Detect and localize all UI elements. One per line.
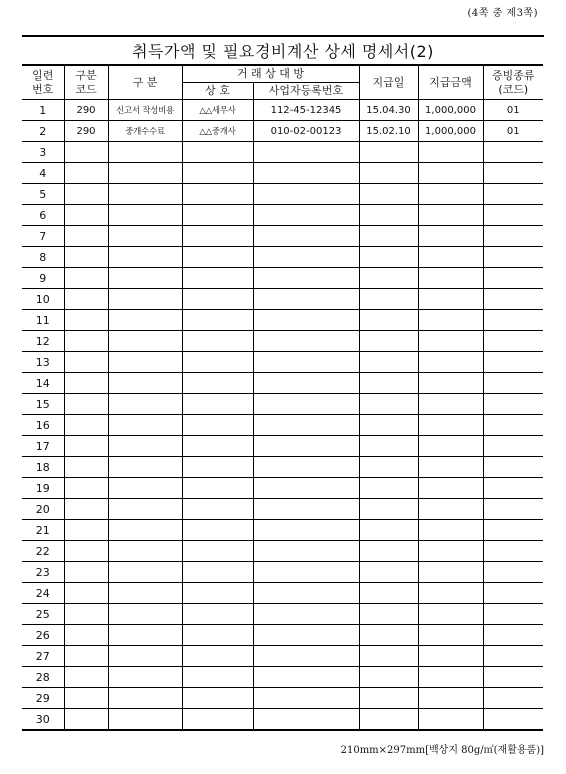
cell-proof-type[interactable] <box>483 478 543 499</box>
cell-trade-name[interactable] <box>182 163 253 184</box>
cell-category[interactable] <box>108 247 182 268</box>
cell-row-number: 22 <box>22 541 64 562</box>
cell-type-code[interactable] <box>64 709 108 731</box>
table-row <box>22 436 543 457</box>
cell-business-reg-number[interactable] <box>253 478 359 499</box>
cell-type-code[interactable]: 290 <box>64 121 108 142</box>
cell-payment-date[interactable] <box>359 310 418 331</box>
header-trade-name: 상 호 <box>182 83 253 100</box>
cell-business-reg-number[interactable] <box>253 604 359 625</box>
cell-row-number: 26 <box>22 625 64 646</box>
cell-proof-type[interactable] <box>483 709 543 731</box>
cell-category[interactable]: 중개수수료 <box>108 121 182 142</box>
cell-trade-name[interactable] <box>182 184 253 205</box>
form-title: 취득가액 및 필요경비계산 상세 명세서(2) <box>132 42 434 61</box>
cell-payment-amount[interactable] <box>418 247 483 268</box>
cell-category[interactable] <box>108 184 182 205</box>
cell-payment-amount[interactable] <box>418 478 483 499</box>
cell-payment-date[interactable] <box>359 331 418 352</box>
cell-category[interactable] <box>108 436 182 457</box>
cell-type-code[interactable] <box>64 289 108 310</box>
cell-category[interactable] <box>108 205 182 226</box>
cell-proof-type[interactable] <box>483 310 543 331</box>
cell-category[interactable] <box>108 667 182 688</box>
cell-type-code[interactable]: 290 <box>64 100 108 121</box>
cell-row-number: 7 <box>22 226 64 247</box>
cell-trade-name[interactable]: △△세무사 <box>182 100 253 121</box>
header-payment-amount: 지급금액 <box>418 65 483 100</box>
cell-type-code[interactable] <box>64 247 108 268</box>
cell-payment-amount[interactable] <box>418 142 483 163</box>
cell-payment-amount[interactable] <box>418 709 483 731</box>
cell-proof-type[interactable] <box>483 583 543 604</box>
cell-proof-type[interactable] <box>483 289 543 310</box>
cell-payment-amount[interactable] <box>418 667 483 688</box>
cell-proof-type[interactable] <box>483 415 543 436</box>
cell-proof-type[interactable] <box>483 394 543 415</box>
cell-row-number: 28 <box>22 667 64 688</box>
cell-payment-date[interactable] <box>359 436 418 457</box>
cell-payment-date[interactable] <box>359 646 418 667</box>
table-row <box>22 604 543 625</box>
cell-row-number: 20 <box>22 499 64 520</box>
cell-row-number: 4 <box>22 163 64 184</box>
header-payment-date: 지급일 <box>359 65 418 100</box>
cell-trade-name[interactable] <box>182 310 253 331</box>
cell-payment-date[interactable] <box>359 163 418 184</box>
cell-trade-name[interactable] <box>182 226 253 247</box>
cell-trade-name[interactable] <box>182 478 253 499</box>
cell-payment-date[interactable] <box>359 142 418 163</box>
cell-trade-name[interactable] <box>182 394 253 415</box>
cell-payment-amount[interactable] <box>418 583 483 604</box>
cell-business-reg-number[interactable] <box>253 688 359 709</box>
cell-trade-name[interactable] <box>182 247 253 268</box>
cell-row-number: 9 <box>22 268 64 289</box>
cell-payment-amount[interactable] <box>418 499 483 520</box>
cell-type-code[interactable] <box>64 436 108 457</box>
cell-proof-type[interactable] <box>483 688 543 709</box>
table-row <box>22 142 543 163</box>
cell-type-code[interactable] <box>64 226 108 247</box>
cell-type-code[interactable] <box>64 310 108 331</box>
cell-business-reg-number[interactable] <box>253 268 359 289</box>
table-row <box>22 310 543 331</box>
cell-business-reg-number[interactable] <box>253 142 359 163</box>
cell-row-number: 11 <box>22 310 64 331</box>
table-row <box>22 247 543 268</box>
cell-type-code[interactable] <box>64 205 108 226</box>
cell-trade-name[interactable] <box>182 436 253 457</box>
cell-category[interactable] <box>108 562 182 583</box>
cell-type-code[interactable] <box>64 499 108 520</box>
cell-proof-type[interactable] <box>483 520 543 541</box>
cell-type-code[interactable] <box>64 457 108 478</box>
cell-row-number: 24 <box>22 583 64 604</box>
cell-business-reg-number[interactable] <box>253 310 359 331</box>
cell-payment-date[interactable] <box>359 583 418 604</box>
cell-payment-date[interactable] <box>359 562 418 583</box>
cell-trade-name[interactable] <box>182 142 253 163</box>
cell-row-number: 18 <box>22 457 64 478</box>
cell-payment-date[interactable] <box>359 247 418 268</box>
cell-payment-date[interactable] <box>359 226 418 247</box>
cell-type-code[interactable] <box>64 583 108 604</box>
cell-payment-amount[interactable] <box>418 310 483 331</box>
cell-business-reg-number[interactable] <box>253 541 359 562</box>
cell-type-code[interactable] <box>64 352 108 373</box>
cell-business-reg-number[interactable] <box>253 289 359 310</box>
cell-row-number: 23 <box>22 562 64 583</box>
cell-business-reg-number[interactable]: 010-02-00123 <box>253 121 359 142</box>
cell-payment-date[interactable] <box>359 394 418 415</box>
cell-trade-name[interactable] <box>182 331 253 352</box>
cell-payment-amount[interactable] <box>418 436 483 457</box>
cell-row-number: 16 <box>22 415 64 436</box>
cell-trade-name[interactable] <box>182 205 253 226</box>
cell-row-number: 1 <box>22 100 64 121</box>
cell-payment-amount[interactable]: 1,000,000 <box>418 100 483 121</box>
cell-row-number: 27 <box>22 646 64 667</box>
cell-payment-amount[interactable] <box>418 688 483 709</box>
paper-spec: 210mm×297mm[백상지 80g/㎡(재활용품)] <box>340 745 544 756</box>
cell-category[interactable] <box>108 499 182 520</box>
cell-proof-type[interactable] <box>483 457 543 478</box>
cell-business-reg-number[interactable] <box>253 562 359 583</box>
table-row <box>22 667 543 688</box>
cell-proof-type[interactable] <box>483 373 543 394</box>
cell-payment-amount[interactable] <box>418 226 483 247</box>
cell-business-reg-number[interactable] <box>253 247 359 268</box>
table-row <box>22 583 543 604</box>
cell-business-reg-number[interactable] <box>253 184 359 205</box>
cell-business-reg-number[interactable] <box>253 520 359 541</box>
cell-payment-amount[interactable] <box>418 541 483 562</box>
cell-proof-type[interactable] <box>483 205 543 226</box>
cell-category[interactable] <box>108 709 182 731</box>
cell-payment-date[interactable] <box>359 688 418 709</box>
cell-trade-name[interactable] <box>182 289 253 310</box>
cell-row-number: 30 <box>22 709 64 731</box>
cell-trade-name[interactable] <box>182 499 253 520</box>
cell-payment-amount[interactable] <box>418 625 483 646</box>
table-row <box>22 100 543 121</box>
table-row <box>22 163 543 184</box>
cell-row-number: 12 <box>22 331 64 352</box>
cell-payment-amount[interactable] <box>418 184 483 205</box>
cell-payment-amount[interactable] <box>418 457 483 478</box>
cell-category[interactable] <box>108 583 182 604</box>
cell-business-reg-number[interactable]: 112-45-12345 <box>253 100 359 121</box>
cell-business-reg-number[interactable] <box>253 205 359 226</box>
cell-trade-name[interactable] <box>182 625 253 646</box>
cell-category[interactable]: 신고서 작성비용 <box>108 100 182 121</box>
cell-type-code[interactable] <box>64 415 108 436</box>
table-row <box>22 688 543 709</box>
cell-category[interactable] <box>108 457 182 478</box>
cell-row-number: 17 <box>22 436 64 457</box>
table-row <box>22 352 543 373</box>
cell-payment-date[interactable] <box>359 667 418 688</box>
cell-proof-type[interactable]: 01 <box>483 121 543 142</box>
cell-payment-amount[interactable]: 1,000,000 <box>418 121 483 142</box>
table-row <box>22 709 543 731</box>
cell-proof-type[interactable] <box>483 184 543 205</box>
cell-type-code[interactable] <box>64 667 108 688</box>
cell-type-code[interactable] <box>64 394 108 415</box>
cell-category[interactable] <box>108 520 182 541</box>
expense-detail-table <box>22 64 543 731</box>
cell-payment-date[interactable] <box>359 289 418 310</box>
cell-business-reg-number[interactable] <box>253 667 359 688</box>
cell-business-reg-number[interactable] <box>253 709 359 731</box>
cell-row-number: 21 <box>22 520 64 541</box>
cell-payment-amount[interactable] <box>418 163 483 184</box>
cell-business-reg-number[interactable] <box>253 499 359 520</box>
cell-payment-amount[interactable] <box>418 415 483 436</box>
cell-proof-type[interactable] <box>483 541 543 562</box>
header-category: 구 분 <box>108 65 182 100</box>
cell-payment-date[interactable] <box>359 184 418 205</box>
cell-trade-name[interactable]: △△중개사 <box>182 121 253 142</box>
cell-payment-amount[interactable] <box>418 604 483 625</box>
cell-trade-name[interactable] <box>182 583 253 604</box>
cell-type-code[interactable] <box>64 373 108 394</box>
cell-trade-name[interactable] <box>182 562 253 583</box>
table-row <box>22 499 543 520</box>
cell-trade-name[interactable] <box>182 667 253 688</box>
cell-payment-date[interactable]: 15.04.30 <box>359 100 418 121</box>
table-row <box>22 457 543 478</box>
header-row-number: 일련 번호 <box>22 65 64 100</box>
cell-business-reg-number[interactable] <box>253 436 359 457</box>
cell-proof-type[interactable] <box>483 142 543 163</box>
table-row <box>22 520 543 541</box>
cell-proof-type[interactable] <box>483 562 543 583</box>
cell-proof-type[interactable] <box>483 646 543 667</box>
table-row <box>22 478 543 499</box>
cell-row-number: 8 <box>22 247 64 268</box>
cell-category[interactable] <box>108 163 182 184</box>
cell-trade-name[interactable] <box>182 520 253 541</box>
cell-category[interactable] <box>108 478 182 499</box>
cell-type-code[interactable] <box>64 331 108 352</box>
cell-type-code[interactable] <box>64 562 108 583</box>
cell-category[interactable] <box>108 226 182 247</box>
cell-payment-date[interactable] <box>359 520 418 541</box>
cell-type-code[interactable] <box>64 478 108 499</box>
cell-row-number: 6 <box>22 205 64 226</box>
cell-type-code[interactable] <box>64 541 108 562</box>
cell-business-reg-number[interactable] <box>253 646 359 667</box>
cell-proof-type[interactable] <box>483 625 543 646</box>
cell-business-reg-number[interactable] <box>253 226 359 247</box>
cell-row-number: 13 <box>22 352 64 373</box>
table-row <box>22 331 543 352</box>
cell-payment-date[interactable] <box>359 478 418 499</box>
cell-payment-amount[interactable] <box>418 394 483 415</box>
cell-category[interactable] <box>108 331 182 352</box>
cell-category[interactable] <box>108 310 182 331</box>
table-row <box>22 268 543 289</box>
cell-type-code[interactable] <box>64 184 108 205</box>
cell-payment-amount[interactable] <box>418 331 483 352</box>
cell-row-number: 14 <box>22 373 64 394</box>
cell-category[interactable] <box>108 415 182 436</box>
cell-business-reg-number[interactable] <box>253 163 359 184</box>
header-business-reg-number: 사업자등록번호 <box>253 83 359 100</box>
cell-category[interactable] <box>108 352 182 373</box>
cell-category[interactable] <box>108 394 182 415</box>
cell-type-code[interactable] <box>64 163 108 184</box>
cell-business-reg-number[interactable] <box>253 352 359 373</box>
cell-business-reg-number[interactable] <box>253 373 359 394</box>
table-row <box>22 184 543 205</box>
table-row <box>22 646 543 667</box>
cell-payment-date[interactable] <box>359 457 418 478</box>
cell-category[interactable] <box>108 688 182 709</box>
table-body <box>22 100 543 731</box>
cell-category[interactable] <box>108 646 182 667</box>
page-reference: (4쪽 중 제3쪽) <box>467 8 538 19</box>
cell-trade-name[interactable] <box>182 457 253 478</box>
cell-business-reg-number[interactable] <box>253 331 359 352</box>
cell-trade-name[interactable] <box>182 604 253 625</box>
cell-category[interactable] <box>108 142 182 163</box>
table-row <box>22 289 543 310</box>
cell-type-code[interactable] <box>64 268 108 289</box>
cell-payment-amount[interactable] <box>418 352 483 373</box>
table-row <box>22 625 543 646</box>
cell-type-code[interactable] <box>64 604 108 625</box>
top-rule <box>22 35 544 37</box>
cell-category[interactable] <box>108 289 182 310</box>
cell-payment-date[interactable] <box>359 541 418 562</box>
header-type-code: 구분 코드 <box>64 65 108 100</box>
cell-category[interactable] <box>108 541 182 562</box>
cell-trade-name[interactable] <box>182 352 253 373</box>
cell-type-code[interactable] <box>64 688 108 709</box>
cell-trade-name[interactable] <box>182 541 253 562</box>
cell-proof-type[interactable] <box>483 247 543 268</box>
cell-payment-date[interactable] <box>359 352 418 373</box>
cell-payment-date[interactable]: 15.02.10 <box>359 121 418 142</box>
cell-payment-amount[interactable] <box>418 373 483 394</box>
cell-payment-amount[interactable] <box>418 520 483 541</box>
cell-row-number: 15 <box>22 394 64 415</box>
cell-payment-amount[interactable] <box>418 289 483 310</box>
table-row <box>22 562 543 583</box>
cell-type-code[interactable] <box>64 646 108 667</box>
cell-trade-name[interactable] <box>182 415 253 436</box>
cell-category[interactable] <box>108 373 182 394</box>
cell-row-number: 25 <box>22 604 64 625</box>
cell-payment-amount[interactable] <box>418 646 483 667</box>
cell-row-number: 5 <box>22 184 64 205</box>
cell-trade-name[interactable] <box>182 688 253 709</box>
cell-proof-type[interactable] <box>483 352 543 373</box>
cell-business-reg-number[interactable] <box>253 583 359 604</box>
cell-proof-type[interactable] <box>483 604 543 625</box>
cell-business-reg-number[interactable] <box>253 625 359 646</box>
cell-payment-date[interactable] <box>359 268 418 289</box>
table-row <box>22 541 543 562</box>
cell-row-number: 10 <box>22 289 64 310</box>
header-proof-type: 증빙종류 (코드) <box>483 65 543 100</box>
cell-proof-type[interactable] <box>483 667 543 688</box>
cell-trade-name[interactable] <box>182 373 253 394</box>
cell-row-number: 19 <box>22 478 64 499</box>
cell-payment-date[interactable] <box>359 415 418 436</box>
cell-payment-date[interactable] <box>359 373 418 394</box>
cell-type-code[interactable] <box>64 142 108 163</box>
cell-proof-type[interactable]: 01 <box>483 100 543 121</box>
header-counterparty: 거 래 상 대 방 <box>182 65 359 83</box>
table-row <box>22 415 543 436</box>
table-row <box>22 226 543 247</box>
cell-trade-name[interactable] <box>182 268 253 289</box>
cell-proof-type[interactable] <box>483 499 543 520</box>
cell-category[interactable] <box>108 604 182 625</box>
cell-row-number: 3 <box>22 142 64 163</box>
table-row <box>22 394 543 415</box>
cell-category[interactable] <box>108 625 182 646</box>
cell-category[interactable] <box>108 268 182 289</box>
cell-payment-date[interactable] <box>359 625 418 646</box>
cell-business-reg-number[interactable] <box>253 457 359 478</box>
cell-trade-name[interactable] <box>182 709 253 731</box>
cell-payment-date[interactable] <box>359 709 418 731</box>
cell-business-reg-number[interactable] <box>253 394 359 415</box>
cell-proof-type[interactable] <box>483 226 543 247</box>
cell-row-number: 29 <box>22 688 64 709</box>
cell-payment-date[interactable] <box>359 499 418 520</box>
cell-payment-date[interactable] <box>359 604 418 625</box>
cell-trade-name[interactable] <box>182 646 253 667</box>
cell-proof-type[interactable] <box>483 268 543 289</box>
cell-payment-amount[interactable] <box>418 205 483 226</box>
cell-type-code[interactable] <box>64 520 108 541</box>
cell-payment-amount[interactable] <box>418 562 483 583</box>
table-row <box>22 121 543 142</box>
cell-payment-amount[interactable] <box>418 268 483 289</box>
cell-row-number: 2 <box>22 121 64 142</box>
table-row <box>22 373 543 394</box>
cell-proof-type[interactable] <box>483 163 543 184</box>
cell-proof-type[interactable] <box>483 436 543 457</box>
table-row <box>22 205 543 226</box>
cell-business-reg-number[interactable] <box>253 415 359 436</box>
cell-type-code[interactable] <box>64 625 108 646</box>
cell-proof-type[interactable] <box>483 331 543 352</box>
cell-payment-date[interactable] <box>359 205 418 226</box>
